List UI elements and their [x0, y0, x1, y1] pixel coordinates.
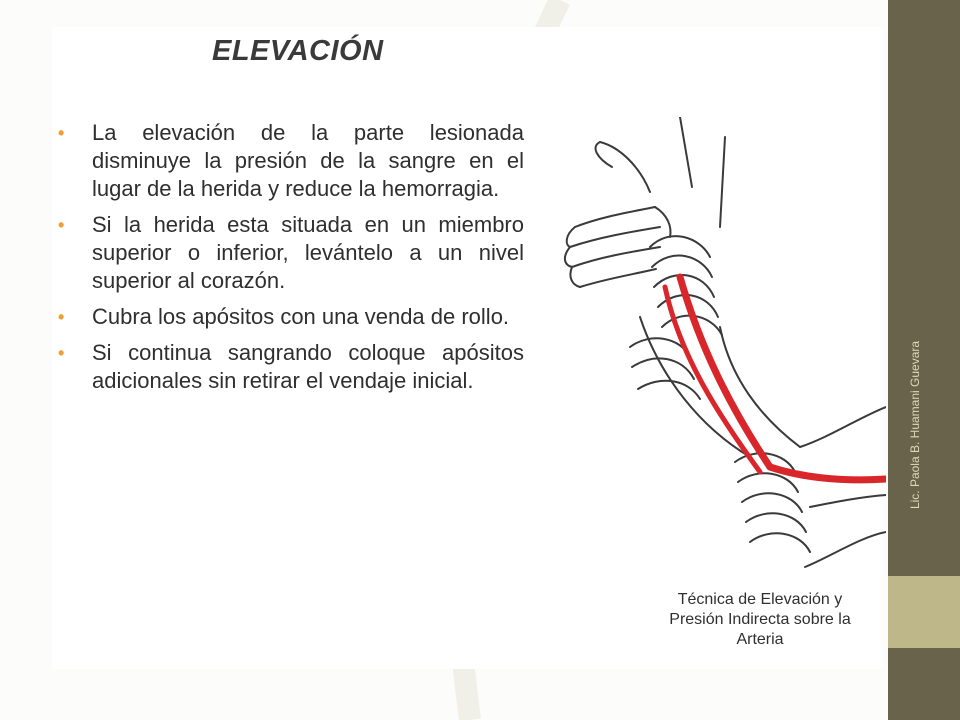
bullet-text: Cubra los apósitos con una venda de rollo. [92, 304, 510, 329]
bullet-dot-icon: • [58, 307, 65, 327]
content-panel [52, 27, 882, 669]
list-item [58, 339, 524, 395]
bullet-dot-icon: • [58, 215, 65, 235]
bullet-text: Si continua sangrando coloque apósitos adicionales sin retirar el vendaje inicial. [92, 340, 524, 393]
author-credit: Lic. Paola B. Huamani Guevara [908, 340, 922, 510]
bullet-text: Si la herida esta situada en un miembro superior o inferior, levántelo a un nivel superior al corazón. [92, 212, 524, 293]
bullet-dot-icon: • [58, 343, 65, 363]
right-sidebar-accent-block [888, 576, 960, 648]
bullet-list [58, 119, 524, 403]
bullet-dot-icon: • [58, 123, 65, 143]
list-item [58, 303, 524, 331]
list-item [58, 119, 524, 203]
list-item [58, 211, 524, 295]
bullet-text: La elevación de la parte lesionada disminuye la presión de la sangre en el lugar de la herida y reduce la hemorragia. [92, 120, 524, 201]
arm-elevation-artery-illustration-icon [560, 117, 886, 587]
slide-title: ELEVACIÓN [212, 35, 384, 67]
illustration-caption: Técnica de Elevación y Presión Indirecta sobre la Arteria [669, 591, 851, 648]
